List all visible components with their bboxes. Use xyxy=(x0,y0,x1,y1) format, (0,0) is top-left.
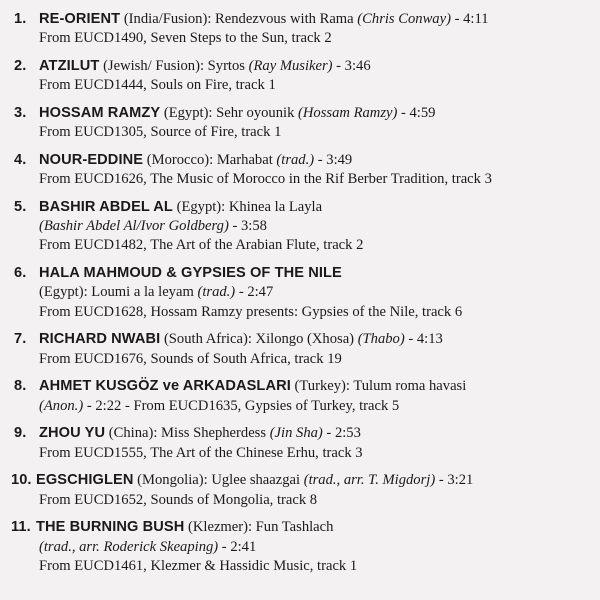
track-title-line xyxy=(14,104,586,123)
track-title-line xyxy=(11,518,586,537)
track-origin-line xyxy=(14,283,586,302)
track-title-line xyxy=(14,424,586,443)
track-origin-title: (Turkey): Tulum roma havasi xyxy=(290,378,467,395)
track-artist: BASHIR ABDEL AL xyxy=(39,199,173,215)
track-item xyxy=(14,57,586,95)
track-credit-line xyxy=(14,217,586,236)
track-item xyxy=(14,264,586,322)
track-source: From EUCD1676, Sounds of South Africa, track 19 xyxy=(39,350,342,367)
track-item xyxy=(14,104,586,142)
track-credit-line xyxy=(14,397,586,416)
track-duration: - 3:49 xyxy=(314,152,353,168)
track-credit: (Jin Sha) xyxy=(269,425,323,442)
track-title-line xyxy=(14,377,586,396)
track-source: From EUCD1490, Seven Steps to the Sun, track 2 xyxy=(39,30,332,47)
track-item xyxy=(14,330,586,368)
track-number: 8. xyxy=(14,378,27,395)
track-number: 10. xyxy=(11,472,32,489)
track-artist: AHMET KUSGÖZ ve ARKADASLARI xyxy=(39,378,291,395)
track-artist: EGSCHIGLEN xyxy=(36,472,134,489)
track-credit: (Anon.) xyxy=(39,397,84,414)
track-title-line xyxy=(14,10,586,29)
track-item xyxy=(11,518,586,576)
track-number: 9. xyxy=(14,425,27,442)
track-number: 4. xyxy=(14,152,27,168)
track-origin-title: (Egypt): Sehr oyounik xyxy=(160,105,299,121)
track-origin-title: (India/Fusion): Rendezvous with Rama xyxy=(120,11,358,27)
track-item xyxy=(14,151,586,189)
track-item xyxy=(14,10,586,48)
track-artist: NOUR-EDDINE xyxy=(39,152,144,168)
track-duration: - 2:53 xyxy=(322,425,361,442)
track-number: 11. xyxy=(11,519,31,536)
track-artist: THE BURNING BUSH xyxy=(36,519,185,536)
track-credit: (Bashir Abdel Al/Ivor Goldberg) xyxy=(39,218,229,235)
track-credit: (Chris Conway) xyxy=(357,11,451,27)
track-title-line xyxy=(14,264,586,283)
track-duration: - 4:13 xyxy=(404,331,443,348)
track-title-line xyxy=(14,151,586,170)
track-credit: (Ray Musiker) xyxy=(248,58,333,74)
track-credit: (Hossam Ramzy) xyxy=(298,105,398,121)
track-artist: ZHOU YU xyxy=(39,425,106,442)
track-source: From EUCD1555, The Art of the Chinese Erhu, track 3 xyxy=(39,444,363,461)
track-source: From EUCD1482, The Art of the Arabian Flute, track 2 xyxy=(39,237,364,254)
track-number: 2. xyxy=(14,58,27,74)
track-credit-line xyxy=(14,538,586,557)
track-source: From EUCD1461, Klezmer & Hassidic Music, track 1 xyxy=(39,557,358,574)
track-duration: - 4:11 xyxy=(450,11,489,27)
track-artist: HALA MAHMOUD & GYPSIES OF THE NILE xyxy=(39,265,342,282)
track-duration: - 3:58 xyxy=(228,218,267,235)
track-title-line xyxy=(14,330,586,349)
track-source: From EUCD1305, Source of Fire, track 1 xyxy=(39,124,282,141)
track-artist: ATZILUT xyxy=(39,58,100,74)
track-source: From EUCD1444, Souls on Fire, track 1 xyxy=(39,77,276,94)
track-item xyxy=(11,471,586,509)
track-number: 5. xyxy=(14,199,27,215)
track-duration-source: - 2:22 - From EUCD1635, Gypsies of Turkey, track 5 xyxy=(83,397,400,414)
track-credit: (trad.) xyxy=(197,284,236,301)
track-source: From EUCD1628, Hossam Ramzy presents: Gypsies of the Nile, track 6 xyxy=(39,303,463,320)
track-artist: RE-ORIENT xyxy=(39,11,121,27)
track-origin-title: (Klezmer): Fun Tashlach xyxy=(184,519,334,536)
track-item xyxy=(14,198,586,256)
track-title-line xyxy=(11,471,586,490)
track-duration: - 2:41 xyxy=(218,538,257,555)
track-item xyxy=(14,424,586,462)
track-number: 7. xyxy=(14,331,27,348)
track-title-line xyxy=(14,198,586,217)
track-origin-title: (Morocco): Marhabat xyxy=(143,152,277,168)
track-number: 6. xyxy=(14,265,27,282)
track-source: From EUCD1652, Sounds of Mongolia, track 8 xyxy=(39,491,318,508)
track-origin-title: (China): Miss Shepherdess xyxy=(105,425,270,442)
track-artist: HOSSAM RAMZY xyxy=(39,105,161,121)
track-number: 3. xyxy=(14,105,27,121)
track-origin-title: (Mongolia): Uglee shaazgai xyxy=(133,472,304,489)
track-origin-title: (Egypt): Loumi a la leyam xyxy=(39,284,198,301)
track-duration: - 3:21 xyxy=(435,472,474,489)
track-credit: (trad.) xyxy=(276,152,315,168)
track-title-line xyxy=(14,57,586,76)
track-number: 1. xyxy=(14,11,27,27)
track-origin-title: (South Africa): Xilongo (Xhosa) xyxy=(160,331,358,348)
track-duration: - 3:46 xyxy=(332,58,371,74)
track-duration: - 2:47 xyxy=(235,284,274,301)
track-credit: (Thabo) xyxy=(357,331,405,348)
track-origin-title: (Egypt): Khinea la Layla xyxy=(172,199,323,215)
track-credit: (trad., arr. Roderick Skeaping) xyxy=(39,538,219,555)
track-duration: - 4:59 xyxy=(397,105,436,121)
track-artist: RICHARD NWABI xyxy=(39,331,161,348)
track-item xyxy=(14,377,586,415)
track-source: From EUCD1626, The Music of Morocco in the Rif Berber Tradition, track 3 xyxy=(39,171,492,188)
track-origin-title: (Jewish/ Fusion): Syrtos xyxy=(99,58,249,74)
track-credit: (trad., arr. T. Migdorj) xyxy=(303,472,436,489)
